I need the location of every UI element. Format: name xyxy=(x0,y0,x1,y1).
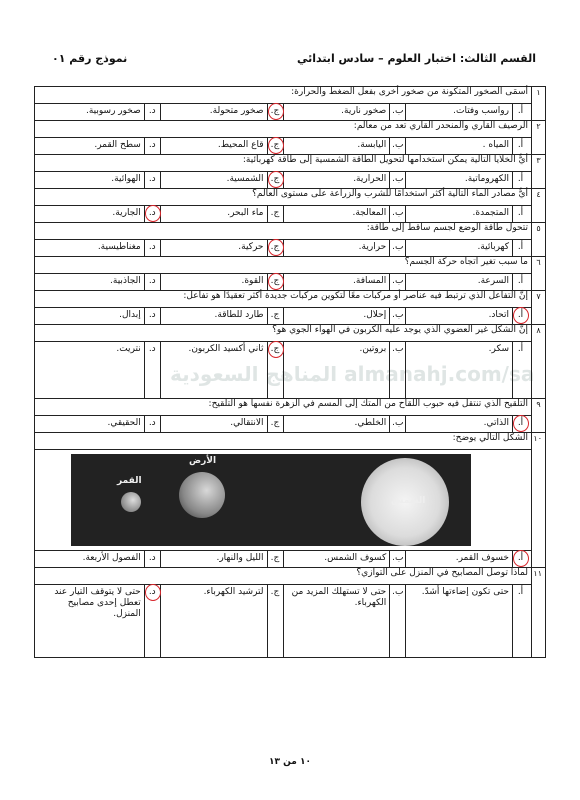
option-letter: د. xyxy=(144,551,160,567)
answer-option[interactable] xyxy=(38,172,160,188)
option-text: حتى لا يتوقف التيار عند تعطل إحدى مصابيح المنزل. xyxy=(54,587,141,619)
answer-option[interactable] xyxy=(160,551,283,567)
option-text: الجارية. xyxy=(112,208,141,218)
answer-option[interactable] xyxy=(160,416,283,432)
question-stem: الشكل التالي يوضح: xyxy=(35,433,532,450)
option-text: الفصول الأربعة. xyxy=(82,553,141,563)
answer-option[interactable] xyxy=(405,342,528,398)
answer-option[interactable] xyxy=(405,172,528,188)
option-letter: أ. xyxy=(512,585,528,657)
question-number: ٥ xyxy=(532,223,546,257)
option-text: السرعة. xyxy=(477,276,509,286)
option-text: المتجمدة. xyxy=(472,208,509,218)
option-text: الليل والنهار. xyxy=(216,553,264,563)
question-row xyxy=(35,257,546,274)
option-text: كهربائية. xyxy=(477,242,509,252)
option-text: نتريت. xyxy=(116,344,141,354)
answer-option[interactable] xyxy=(405,551,528,567)
question-row xyxy=(35,325,546,342)
question-row xyxy=(35,399,546,416)
answer-circle-mark xyxy=(268,273,284,290)
option-letter: ج. xyxy=(267,551,283,567)
answer-option[interactable] xyxy=(283,416,406,432)
option-letter: د. xyxy=(144,342,160,398)
answer-option[interactable] xyxy=(405,274,528,290)
option-letter: أ. xyxy=(512,172,528,188)
option-text: حرارية. xyxy=(358,242,387,252)
option-letter: ج. xyxy=(267,172,283,188)
answer-circle-mark xyxy=(513,550,529,567)
question-row xyxy=(35,189,546,206)
option-text: إبدال. xyxy=(119,310,141,320)
option-text: لترشيد الكهرباء. xyxy=(203,587,264,597)
question-stem: إنَّ التفاعل الذي ترتبط فيه عناصر أو مركبات معًا لتكوين مركبات جديدة أكثر تعقيدًا هو تفاعل: xyxy=(35,291,532,308)
page-header xyxy=(40,52,540,70)
answer-option[interactable] xyxy=(160,172,283,188)
answer-option[interactable] xyxy=(283,308,406,324)
question-stem: الرصيف القاري والمنحدر القاري تعد من معالم: xyxy=(35,121,532,138)
option-text: سطح القمر. xyxy=(94,140,141,150)
option-text: حركية. xyxy=(238,242,264,252)
answer-circle-mark xyxy=(268,103,284,120)
option-text: صخور نارية. xyxy=(341,106,387,116)
option-text: المسافة. xyxy=(353,276,387,286)
answer-circle-mark xyxy=(268,171,284,188)
exam-title: القسم الثالث: اختبار العلوم – سادس ابتدائي xyxy=(296,52,536,65)
question-stem: إنَّ الشكل غير العضوي الذي يوجد عليه الكربون في الهواء الجوي هو؟ xyxy=(35,325,532,342)
answer-option[interactable] xyxy=(160,274,283,290)
answer-option[interactable] xyxy=(283,585,406,657)
option-letter: ب. xyxy=(389,138,405,154)
option-text: الحرارية. xyxy=(353,174,387,184)
option-letter: أ. xyxy=(512,206,528,222)
question-number: ١٠ xyxy=(532,433,546,568)
answer-option[interactable] xyxy=(160,240,283,256)
option-text: رواسب وفتات. xyxy=(453,106,509,116)
option-letter: أ. xyxy=(512,274,528,290)
option-text: ثاني أكسيد الكربون. xyxy=(188,344,264,354)
answer-option[interactable] xyxy=(405,104,528,120)
option-text: الجاذبية. xyxy=(110,276,141,286)
answer-option[interactable] xyxy=(405,138,528,154)
option-text: الانتقالي. xyxy=(230,418,264,428)
option-text: خسوف القمر. xyxy=(455,553,509,563)
option-text: الحقيقي. xyxy=(107,418,141,428)
answer-option[interactable] xyxy=(405,416,528,432)
option-letter: ب. xyxy=(389,308,405,324)
option-letter: ب. xyxy=(389,416,405,432)
option-text: سكر. xyxy=(488,344,509,354)
question-number: ١١ xyxy=(532,568,546,658)
question-number: ٤ xyxy=(532,189,546,223)
watermark: almanahj.com/sa المناهج السعودية xyxy=(170,362,535,386)
option-text: اتحاد. xyxy=(488,310,509,320)
eclipse-figure xyxy=(35,450,531,550)
question-stem: أيُّ الخلايا التالية يمكن استخدامها لتحويل الطاقة الشمسية إلى طاقة كهربائية: xyxy=(35,155,532,172)
question-row xyxy=(35,121,546,138)
answer-option[interactable] xyxy=(283,206,406,222)
answer-option[interactable] xyxy=(38,416,160,432)
space-image xyxy=(71,454,471,546)
question-stem: أيُّ مصادر الماء التالية أكثر استخدامًا للشرب والزراعة على مستوى العالم؟ xyxy=(35,189,532,206)
answer-option[interactable] xyxy=(283,104,406,120)
question-row xyxy=(35,568,546,585)
question-stem: التلقيح الذي تنتقل فيه حبوب اللقاح من المتك إلى المسم في الزهرة نفسها هو التلقيح: xyxy=(35,399,532,416)
question-stem: ما سبب تغير اتجاه حركة الجسم؟ xyxy=(35,257,532,274)
answer-option[interactable] xyxy=(283,551,406,567)
option-letter: أ. xyxy=(512,240,528,256)
answer-option[interactable] xyxy=(405,206,528,222)
answer-option[interactable] xyxy=(283,172,406,188)
option-letter: ج. xyxy=(267,138,283,154)
answer-option[interactable] xyxy=(160,206,283,222)
earth-graphic xyxy=(179,472,225,518)
question-number: ٨ xyxy=(532,325,546,399)
option-text: الخلطي. xyxy=(354,418,387,428)
option-text: اليابسة. xyxy=(357,140,387,150)
answer-option[interactable] xyxy=(160,342,283,398)
option-letter: ج. xyxy=(267,342,283,398)
answer-option[interactable] xyxy=(160,308,283,324)
option-letter: ب. xyxy=(389,240,405,256)
option-text: الذاتي. xyxy=(483,418,509,428)
question-stem: لماذا توصل المصابيح في المنزل على التوازي؟ xyxy=(35,568,532,585)
answer-option[interactable] xyxy=(38,138,160,154)
answer-circle-mark xyxy=(268,341,284,358)
option-text: المعالجة. xyxy=(352,208,387,218)
option-text: مغناطيسية. xyxy=(97,242,141,252)
answer-option[interactable] xyxy=(38,585,160,657)
answer-option[interactable] xyxy=(160,585,283,657)
option-letter: د. xyxy=(144,308,160,324)
option-letter: أ. xyxy=(512,104,528,120)
option-letter: د. xyxy=(144,138,160,154)
option-text: ماء البحر. xyxy=(227,208,264,218)
question-row xyxy=(35,155,546,172)
option-letter: د. xyxy=(144,274,160,290)
option-text: بروتين. xyxy=(359,344,387,354)
answer-circle-mark xyxy=(513,307,529,324)
option-text: صخور رسوبية. xyxy=(85,106,141,116)
question-row xyxy=(35,87,546,104)
answer-option[interactable] xyxy=(38,206,160,222)
option-letter: د. xyxy=(144,206,160,222)
question-number: ٩ xyxy=(532,399,546,433)
answer-option[interactable] xyxy=(283,274,406,290)
option-letter: ج. xyxy=(267,240,283,256)
question-stem: تتحول طاقة الوضع لجسم ساقط إلى طاقة: xyxy=(35,223,532,240)
answer-option[interactable] xyxy=(38,240,160,256)
sun-label: الشمس xyxy=(391,496,426,506)
option-letter: أ. xyxy=(512,342,528,398)
option-letter: ج. xyxy=(267,585,283,657)
question-number: ٧ xyxy=(532,291,546,325)
option-letter: ج. xyxy=(267,308,283,324)
model-number: نموذج رقم ٠١ xyxy=(52,52,128,65)
option-letter: ب. xyxy=(389,206,405,222)
option-letter: أ. xyxy=(512,551,528,567)
option-text: صخور متحولة. xyxy=(209,106,264,116)
option-letter: ج. xyxy=(267,274,283,290)
option-text: الشمسية. xyxy=(226,174,264,184)
option-letter: ج. xyxy=(267,416,283,432)
question-stem: أسمَى الصخور المتكونة من صخور أخرى بفعل الضغط والحرارة: xyxy=(35,87,532,104)
option-letter: د. xyxy=(144,104,160,120)
answer-option[interactable] xyxy=(160,138,283,154)
question-number: ٦ xyxy=(532,257,546,291)
moon-graphic xyxy=(121,492,141,512)
option-text: حتى تكون إضاءتها أشدّ. xyxy=(421,587,509,597)
answer-option[interactable] xyxy=(160,104,283,120)
option-text: حتى لا تستهلك المزيد من الكهرباء. xyxy=(291,587,387,608)
answer-option[interactable] xyxy=(38,551,160,567)
option-letter: د. xyxy=(144,416,160,432)
answer-circle-mark xyxy=(513,415,529,432)
question-row xyxy=(35,291,546,308)
answer-option[interactable] xyxy=(405,585,528,657)
option-text: كسوف الشمس. xyxy=(324,553,387,563)
option-letter: ج. xyxy=(267,206,283,222)
option-text: القوة. xyxy=(241,276,264,286)
option-letter: ب. xyxy=(389,342,405,398)
answer-option[interactable] xyxy=(283,240,406,256)
answer-option[interactable] xyxy=(38,342,160,398)
option-letter: ج. xyxy=(267,104,283,120)
question-number: ٣ xyxy=(532,155,546,189)
option-text: طارد للطاقة. xyxy=(214,310,264,320)
question-number: ١ xyxy=(532,87,546,121)
question-row xyxy=(35,433,546,450)
questions-table xyxy=(34,86,546,658)
answer-option[interactable] xyxy=(38,274,160,290)
answer-option[interactable] xyxy=(405,308,528,324)
option-letter: ب. xyxy=(389,274,405,290)
answer-option[interactable] xyxy=(283,138,406,154)
option-letter: ب. xyxy=(389,172,405,188)
option-letter: د. xyxy=(144,172,160,188)
option-text: الكهروماتية. xyxy=(464,174,509,184)
option-text: الهوائية. xyxy=(111,174,141,184)
option-letter: أ. xyxy=(512,416,528,432)
answer-circle-mark xyxy=(145,584,161,601)
answer-option[interactable] xyxy=(283,342,406,398)
answer-circle-mark xyxy=(268,137,284,154)
page-number: ١٠ من ١٣ xyxy=(269,757,311,767)
option-text: المياه . xyxy=(482,140,509,150)
option-letter: ب. xyxy=(389,551,405,567)
option-letter: أ. xyxy=(512,138,528,154)
option-text: إحلال. xyxy=(363,310,387,320)
earth-label: الأرض xyxy=(189,456,217,466)
answer-option[interactable] xyxy=(38,104,160,120)
option-letter: ب. xyxy=(389,104,405,120)
option-letter: د. xyxy=(144,585,160,657)
option-letter: د. xyxy=(144,240,160,256)
answer-option[interactable] xyxy=(405,240,528,256)
answer-circle-mark xyxy=(145,205,161,222)
option-letter: أ. xyxy=(512,308,528,324)
answer-option[interactable] xyxy=(38,308,160,324)
question-number: ٢ xyxy=(532,121,546,155)
moon-label: القمر xyxy=(117,476,142,486)
option-text: قاع المحيط. xyxy=(217,140,264,150)
option-letter: ب. xyxy=(389,585,405,657)
answer-circle-mark xyxy=(268,239,284,256)
question-row xyxy=(35,223,546,240)
